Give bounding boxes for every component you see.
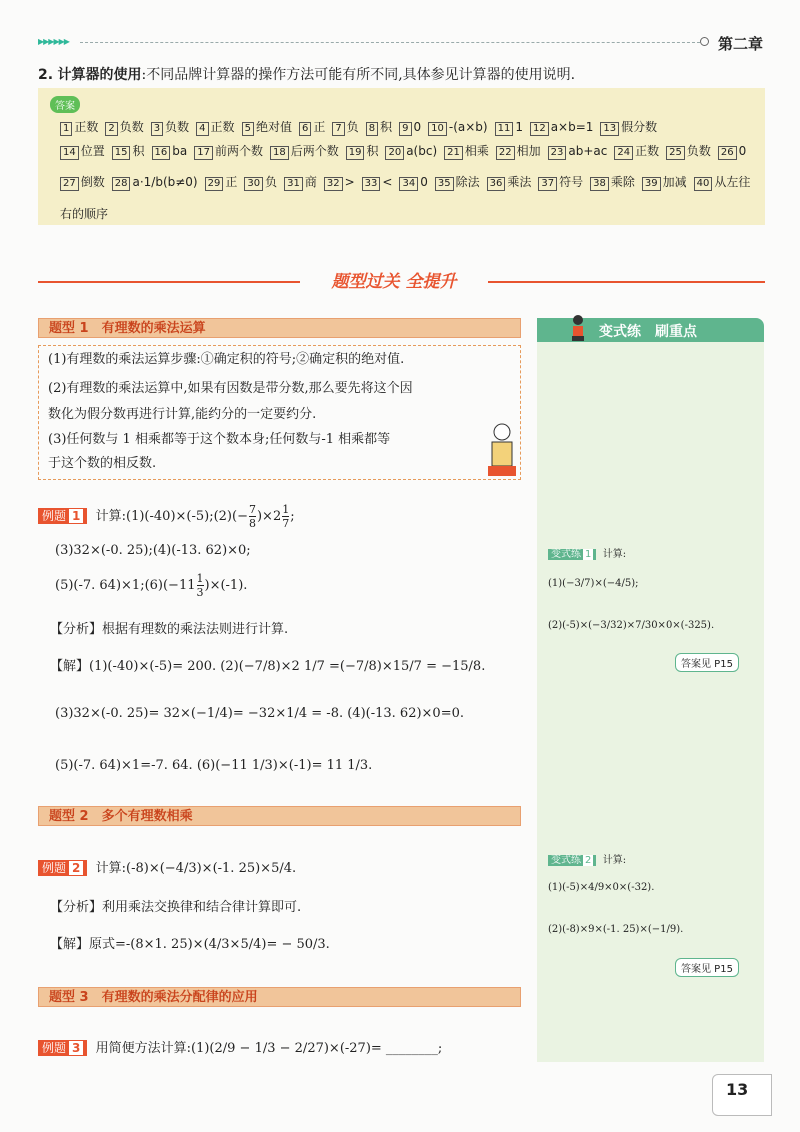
answer-number: 15 [112, 146, 131, 160]
answer-text: 正 [225, 175, 238, 189]
variant-2-label: 变式练 2 [548, 855, 596, 866]
answers-label: 答案 [50, 96, 80, 113]
answer-number: 4 [196, 122, 208, 136]
answer-text: 正 [313, 120, 326, 134]
example-1-solution-3: (5)(-7. 64)×1=-7. 64. (6)(−11 1/3)×(-1)= 11 1/3. [55, 758, 373, 773]
example-1-analysis: 【分析】根据有理数的乘法法则进行计算. [50, 622, 289, 637]
answer-item [435, 175, 480, 189]
answer-item [530, 120, 593, 134]
header-dot [700, 37, 709, 46]
type1-line-5: 于这个数的相反数. [48, 456, 157, 471]
answer-number: 18 [270, 146, 289, 160]
answer-item [105, 120, 143, 134]
answer-item [399, 120, 421, 134]
example-2-question: 例题 2 计算:(-8)×(−4/3)×(-1. 25)×5/4. [38, 857, 296, 876]
answer-text: 加减 [662, 175, 687, 189]
answer-text: 相加 [516, 144, 541, 158]
answer-number: 33 [362, 177, 381, 191]
example-1-q2: (3)32×(-0. 25);(4)(-13. 62)×0; [55, 543, 251, 558]
answer-number: 35 [435, 177, 454, 191]
answer-text: 假分数 [621, 120, 658, 134]
answer-text: 正数 [635, 144, 660, 158]
answer-text: 积 [366, 144, 379, 158]
answer-number: 29 [205, 177, 224, 191]
answer-number: 20 [385, 146, 404, 160]
type1-line-2: (2)有理数的乘法运算中,如果有因数是带分数,那么要先将这个因 [48, 381, 413, 396]
answer-text: 1 [515, 120, 523, 134]
example-2-label: 例题 2 [38, 860, 87, 876]
answer-text: 符号 [559, 175, 584, 189]
answer-text: a·1/b(b≠0) [132, 175, 198, 189]
answer-number: 26 [718, 146, 737, 160]
answer-item [399, 175, 427, 189]
answer-number: 37 [538, 177, 557, 191]
answer-text: 积 [132, 144, 145, 158]
answer-item [362, 175, 393, 189]
answer-number: 21 [444, 146, 463, 160]
answer-text: 负 [265, 175, 278, 189]
answer-number: 10 [428, 122, 447, 136]
answer-text: > [344, 175, 355, 189]
thinker-illustration [478, 420, 520, 478]
answer-text: 位置 [80, 144, 105, 158]
answer-item [366, 120, 392, 134]
answer-item [538, 175, 583, 189]
answers-row-2 [60, 142, 753, 160]
answer-text: 从左往 [714, 175, 751, 189]
answer-item [270, 144, 339, 158]
answer-text: < [382, 175, 393, 189]
section-2-title: 计算器的使用 [57, 67, 142, 83]
answer-item [428, 120, 487, 134]
runner-illustration [565, 314, 591, 342]
answer-number: 31 [284, 177, 303, 191]
answer-text: 0 [413, 120, 422, 134]
answer-item [244, 175, 277, 189]
answer-item [614, 144, 659, 158]
answer-text: -(a×b) [448, 120, 488, 134]
answer-text: 相乘 [464, 144, 489, 158]
answer-number: 39 [642, 177, 661, 191]
type1-line-4: (3)任何数与 1 相乘都等于这个数本身;任何数与-1 相乘都等 [48, 432, 391, 447]
answers-row-1 [60, 118, 664, 136]
type1-line-3: 数化为假分数再进行计算,能约分的一定要约分. [48, 407, 317, 422]
answer-item [60, 120, 98, 134]
answer-item [332, 120, 358, 134]
answer-number: 16 [152, 146, 171, 160]
example-3-label: 例题 3 [38, 1040, 87, 1056]
answer-text: 0 [738, 144, 747, 158]
answer-text: 倒数 [80, 175, 105, 189]
answer-number: 38 [590, 177, 609, 191]
chapter-title: 第二章 [718, 35, 764, 53]
answer-item [324, 175, 355, 189]
answers-row-4: 右的顺序 [60, 207, 109, 221]
side-panel [537, 340, 764, 1062]
answer-item [694, 175, 751, 189]
answer-item [284, 175, 317, 189]
answer-item [242, 120, 292, 134]
example-2-solution: 【解】原式=-(8×1. 25)×(4/3×5/4)= − 50/3. [50, 937, 330, 952]
answer-item [385, 144, 437, 158]
answer-number: 19 [346, 146, 365, 160]
answer-item [590, 175, 635, 189]
header-arrows: ▶▶▶▶▶▶ [38, 37, 69, 46]
section-2 [38, 64, 575, 84]
section-2-text: :不同品牌计算器的操作方法可能有所不同,具体参见计算器的使用说明. [141, 67, 576, 83]
header-divider [80, 42, 700, 43]
side-panel-header: 变式练 刷重点 [537, 318, 764, 342]
answer-text: 正数 [210, 120, 235, 134]
variant-2-heading: 变式练 2 计算: [548, 851, 626, 866]
example-1-solution-1: 【解】(1)(-40)×(-5)= 200. (2)(−7/8)×2 1/7 =(−7/8)×15/7 = −15/8. [50, 659, 486, 674]
variant-2-p1: (1)(-5)×4/9×0×(-32). [548, 882, 655, 893]
answer-text: 0 [420, 175, 428, 189]
answer-number: 23 [548, 146, 567, 160]
page-number: 13 [726, 1080, 749, 1099]
answer-item [548, 144, 608, 158]
answer-number: 22 [496, 146, 515, 160]
answer-item [60, 175, 105, 189]
answer-item [299, 120, 325, 134]
answer-item [60, 144, 105, 158]
answer-text: 负数 [686, 144, 711, 158]
answer-number: 25 [666, 146, 685, 160]
section-2-num: 2. [38, 67, 54, 83]
example-1-question: 例题 1 计算:(1)(-40)×(-5);(2)(− $\frac{7}{8}$ )×2 $\frac{1}{7}$ ; [38, 503, 295, 530]
answer-item [666, 144, 711, 158]
answer-item [487, 175, 532, 189]
example-2-analysis: 【分析】利用乘法交换律和结合律计算即可. [50, 900, 302, 915]
answer-number: 36 [487, 177, 506, 191]
answer-number: 1 [60, 122, 72, 136]
answer-number: 34 [399, 177, 418, 191]
answer-text: 积 [380, 120, 393, 134]
answer-number: 3 [151, 122, 163, 136]
answer-text: 前两个数 [214, 144, 263, 158]
answer-item [196, 120, 234, 134]
answer-number: 6 [299, 122, 311, 136]
example-1-q3: (5)(-7. 64)×1;(6)(−11 $\frac{1}{3}$ )×(-1). [55, 572, 248, 599]
variant-1-label: 变式练 1 [548, 549, 596, 560]
answer-item [112, 144, 145, 158]
answer-text: ba [172, 144, 188, 158]
answer-item [346, 144, 379, 158]
variant-2-p2: (2)(-8)×9×(-1. 25)×(−1/9). [548, 924, 684, 935]
answer-text: a(bc) [406, 144, 438, 158]
answer-ref-2[interactable]: 答案见 P15 [675, 958, 739, 977]
answer-number: 40 [694, 177, 713, 191]
type3-title: 题型 3 有理数的乘法分配律的应用 [38, 987, 521, 1007]
answer-number: 27 [60, 177, 79, 191]
example-3-question: 例题 3 用简便方法计算:(1)(2/9 − 1/3 − 2/27)×(-27)= ________; [38, 1037, 442, 1056]
variant-1-p2: (2)(-5)×(−3/32)×7/30×0×(-325). [548, 620, 715, 631]
answer-item [194, 144, 263, 158]
answer-item [496, 144, 541, 158]
example-1-label: 例题 1 [38, 508, 87, 524]
answer-number: 5 [242, 122, 254, 136]
answer-text: 商 [304, 175, 317, 189]
answer-item [642, 175, 687, 189]
answer-text: 乘法 [507, 175, 532, 189]
type2-title: 题型 2 多个有理数相乘 [38, 806, 521, 826]
answer-text: 负 [346, 120, 359, 134]
answer-number: 7 [332, 122, 344, 136]
example-1-solution-2: (3)32×(-0. 25)= 32×(−1/4)= −32×1/4 = -8. (4)(-13. 62)×0=0. [55, 706, 464, 721]
type1-line-1: (1)有理数的乘法运算步骤:①确定积的符号;②确定积的绝对值. [48, 352, 405, 367]
answer-number: 17 [194, 146, 213, 160]
section-title: 题型过关 全提升 [331, 272, 457, 292]
answer-number: 30 [244, 177, 263, 191]
answer-item [718, 144, 746, 158]
answer-text: 乘除 [610, 175, 635, 189]
answer-text: 后两个数 [290, 144, 339, 158]
answer-text: 除法 [455, 175, 480, 189]
answer-number: 13 [600, 122, 619, 136]
answer-item [152, 144, 188, 158]
answer-number: 8 [366, 122, 378, 136]
variant-1-heading: 变式练 1 计算: [548, 545, 626, 560]
answer-number: 9 [399, 122, 411, 136]
answer-item [151, 120, 189, 134]
answer-item [444, 144, 489, 158]
answer-number: 2 [105, 122, 117, 136]
type1-title: 题型 1 有理数的乘法运算 [38, 318, 521, 338]
answer-item [112, 175, 198, 189]
answer-number: 11 [495, 122, 514, 136]
answer-number: 24 [614, 146, 633, 160]
answer-ref-1[interactable]: 答案见 P15 [675, 653, 739, 672]
title-line-right [488, 281, 765, 283]
variant-1-p1: (1)(−3/7)×(−4/5); [548, 578, 639, 589]
answer-number: 28 [112, 177, 131, 191]
answer-text: 正数 [74, 120, 99, 134]
answer-text: ab+ac [568, 144, 608, 158]
answer-text: a×b=1 [550, 120, 594, 134]
answer-text: 绝对值 [255, 120, 292, 134]
answer-item [600, 120, 657, 134]
answer-item [495, 120, 523, 134]
title-line-left [38, 281, 300, 283]
answer-text: 负数 [165, 120, 190, 134]
answer-item [205, 175, 238, 189]
answer-number: 12 [530, 122, 549, 136]
answers-row-3 [60, 173, 757, 191]
answer-number: 32 [324, 177, 343, 191]
answer-text: 负数 [119, 120, 144, 134]
answer-number: 14 [60, 146, 79, 160]
